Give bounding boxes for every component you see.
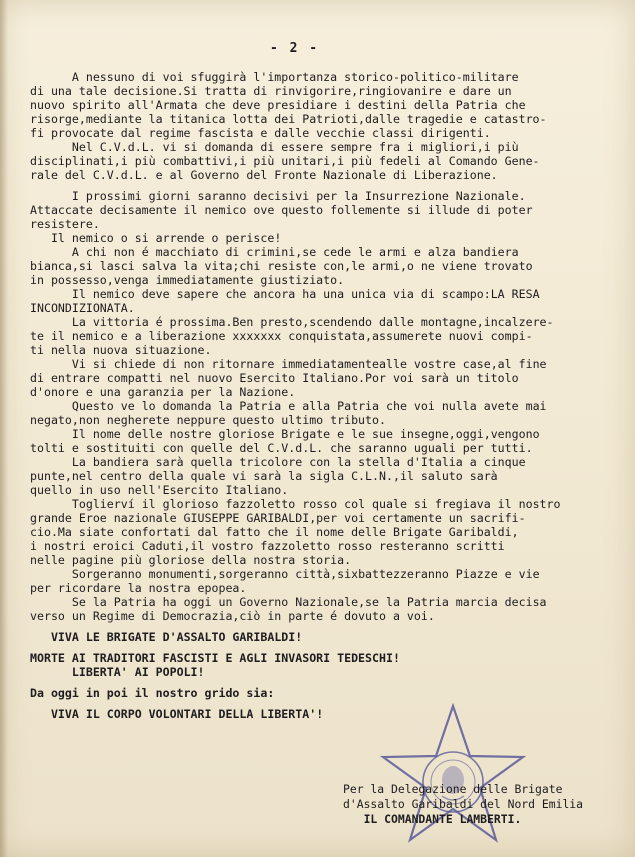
paragraph: A nessuno di voi sfuggirà l'importanza storico-politico-militare di una tale decisione.Si tratta di rinvigorire,ringiovanire e dare un nuovo spirito all'Armata che deve presidiare i destini della Patria che risorge,mediante la titanica lotta dei Patrioti,dalle tragedie e catastro- fi provocate dal regime fascista e dalle vecchie classi dirigenti. [30,70,547,140]
paragraph: La bandiera sarà quella tricolore con la stella d'Italia a cinque punte,nel centro della quale vi sarà la sigla C.L.N.,il saluto sarà quello in uso nell'Esercito Italiano. [30,455,526,497]
signature-line: d'Assalto Garibaldi del Nord Emilia [343,797,584,811]
paper-edge [0,0,8,857]
paragraph: Vi si chiede di non ritornare immediatamentealle vostre case,al fine di entrare compatti nel nuovo Esercito Italiano.Por voi sarà un titolo d'onore e una garanzia per la Nazione. [30,357,547,399]
paragraph: Il nemico deve sapere che ancora ha una unica via di scampo:LA RESA INCONDIZIONATA. [30,287,540,315]
cry-intro: Da oggi in poi il nostro grido sia: [30,686,275,700]
paragraph: La vittoria é prossima.Ben presto,scendendo dalle montagne,incalzere- te il nemico e a liberazione xxxxxxx conquistata,assumerete nuovi compi- ti nella nuova situazione. [30,315,554,357]
signature-commander: IL COMANDANTE LAMBERTI. [343,812,522,826]
paragraph: Se la Patria ha oggi un Governo Nazionale,se la Patria marcia decisa verso un Regime di Democrazia,ciò in parte é dovuto a voi. [30,595,547,623]
paragraph: Questo ve lo domanda la Patria e alla Patria che voi nulla avete mai negato,non negherete neppure questo ultimo tributo. [30,399,547,427]
slogan-traitors: MORTE AI TRADITORI FASCISTI E AGLI INVASORI TEDESCHI! LIBERTA' AI POPOLI! [30,651,400,679]
paragraph: Sorgeranno monumenti,sorgeranno città,sixbattezzeranno Piazze e vie per ricordare la nostra epopea. [30,567,540,595]
slogan-garibaldi: VIVA LE BRIGATE D'ASSALTO GARIBALDI! [30,630,303,644]
letter-body [30,70,615,721]
page-number: - 2 - [270,41,320,56]
signature-block [343,782,623,827]
slogan-cvl: VIVA IL CORPO VOLONTARI DELLA LIBERTA'! [30,707,324,721]
paragraph: Toglierví il glorioso fazzoletto rosso col quale si fregiava il nostro grande Eroe nazionale GIUSEPPE GARIBALDI,per voi certamente un sacrifi- cio.Ma siate confortati dal fatto che il nome delle Brigate Garibaldi, i nostri eroici Caduti,il vostro fazzoletto rosso resteranno scritti nelle pagine più gloriose della nostra storia. [30,497,561,567]
paragraph: Nel C.V.d.L. vi si domanda di essere sempre fra i migliori,i più disciplinati,i più combattivi,i più unitari,i più fedeli al Comando Gene- rale del C.V.d.L. e al Governo del Fronte Nazionale di Liberazione. [30,140,540,182]
star-stamp [378,700,528,850]
paragraph: A chi non é macchiato di crimini,se cede le armi e alza bandiera bianca,si lasci salva la vita;chi resiste con,le armi,o ne viene trovato in possesso,venga immediatamente giustiziato. [30,245,533,287]
paragraph: Il nome delle nostre gloriose Brigate e le sue insegne,oggi,vengono tolti e sostituiti con quelle del C.V.d.L. che saranno uguali per tutti. [30,427,540,455]
signature-line: Per la Delegazione delle Brigate [343,782,563,796]
paragraph: Il nemico o si arrende o perisce! [30,231,282,245]
paragraph: I prossimi giorni saranno decisivi per la Insurrezione Nazionale. Attaccate decisamente il nemico ove questo follemente si illude di poter resistere. [30,189,533,231]
